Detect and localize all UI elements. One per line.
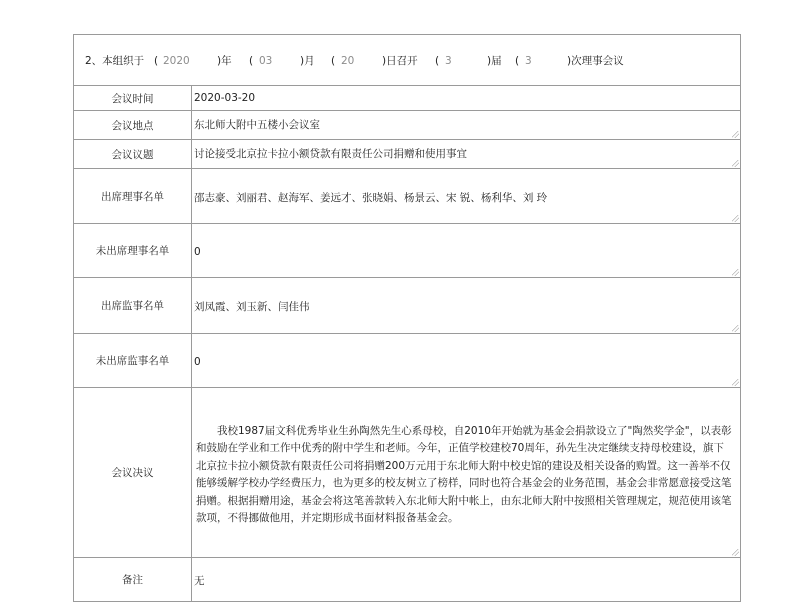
present-supervisors-row bbox=[74, 278, 741, 334]
meeting-open-paren: ( bbox=[515, 55, 520, 67]
meeting-unit: )次理事会议 bbox=[567, 55, 624, 67]
present-directors-label: 出席理事名单 bbox=[74, 169, 192, 224]
meeting-location-field[interactable] bbox=[192, 111, 741, 140]
remarks-row bbox=[74, 558, 741, 602]
session-open-paren: ( bbox=[435, 55, 440, 67]
meeting-location-value: 东北师大附中五楼小会议室 bbox=[194, 119, 320, 131]
year-unit: )年 bbox=[217, 55, 232, 67]
present-directors-value: 邵志豪、刘丽君、赵海军、姜远才、张晓娟、杨景云、宋 锐、杨利华、刘 玲 bbox=[194, 191, 548, 204]
absent-directors-row bbox=[74, 224, 741, 278]
month-unit: )月 bbox=[300, 55, 315, 67]
meeting-topic-field[interactable] bbox=[192, 140, 741, 169]
meeting-time-value: 2020-03-20 bbox=[194, 92, 256, 104]
resolution-field[interactable] bbox=[192, 388, 741, 558]
meeting-info-line bbox=[74, 35, 740, 85]
meeting-time-row bbox=[74, 86, 741, 111]
session-field[interactable]: 3 bbox=[445, 55, 452, 67]
meeting-time-field[interactable] bbox=[192, 86, 741, 111]
session-unit: )届 bbox=[487, 55, 502, 67]
resize-grip-icon[interactable] bbox=[732, 379, 739, 386]
meeting-topic-row bbox=[74, 140, 741, 169]
remarks-label: 备注 bbox=[74, 558, 192, 602]
year-field[interactable]: 2020 bbox=[163, 55, 190, 67]
day-unit: )日召开 bbox=[382, 55, 418, 67]
resolution-label: 会议决议 bbox=[74, 388, 192, 558]
meeting-info-prefix: 2、本组织于 bbox=[85, 55, 145, 67]
resolution-row bbox=[74, 388, 741, 558]
meeting-topic-label: 会议议题 bbox=[74, 140, 192, 169]
present-directors-field[interactable] bbox=[192, 169, 741, 224]
resolution-value: 我校1987届文科优秀毕业生孙陶然先生心系母校，自2010年开始就为基金会捐款设立了"陶然奖学金"，以表彰和鼓励在学业和工作中优秀的附中学生和老师。今年，正值学校建校70周年，孙先生决定继续支持母校建设，旗下北京拉卡拉小额贷款有限责任公司将捐赠200万元用于东北师大附中校史馆的建设及相关设备的购置。这一善举不仅能够缓解学校办学经费压力，也为更多的校友树立了榜样，同时也符合基金会的业务范围，基金会非常愿意接受这笔捐赠。根据捐赠用途，基金会将这笔善款转入东北师大附中帐上，由东北师大附中按照相关管理规定，规范使用该笔款项，不得挪做他用，并定期形成书面材料报备基金会。 bbox=[196, 424, 732, 524]
remarks-field[interactable] bbox=[192, 558, 741, 602]
meeting-time-label: 会议时间 bbox=[74, 86, 192, 111]
present-supervisors-value: 刘凤霞、刘玉新、闫佳伟 bbox=[194, 301, 310, 313]
resize-grip-icon[interactable] bbox=[732, 325, 739, 332]
resize-grip-icon[interactable] bbox=[732, 131, 739, 138]
day-open-paren: ( bbox=[331, 55, 336, 67]
remarks-value: 无 bbox=[194, 575, 205, 587]
absent-directors-label: 未出席理事名单 bbox=[74, 224, 192, 278]
month-open-paren: ( bbox=[249, 55, 254, 67]
resize-grip-icon[interactable] bbox=[732, 215, 739, 222]
year-open-paren: ( bbox=[154, 55, 159, 67]
absent-supervisors-value: 0 bbox=[194, 356, 201, 368]
resize-grip-icon[interactable] bbox=[732, 160, 739, 167]
meeting-location-label: 会议地点 bbox=[74, 111, 192, 140]
absent-directors-value: 0 bbox=[194, 246, 201, 258]
absent-directors-field[interactable] bbox=[192, 224, 741, 278]
meeting-record-table bbox=[73, 34, 741, 602]
meeting-info-cell bbox=[74, 35, 741, 86]
absent-supervisors-row bbox=[74, 334, 741, 388]
meeting-number-field[interactable]: 3 bbox=[525, 55, 532, 67]
absent-supervisors-label: 未出席监事名单 bbox=[74, 334, 192, 388]
absent-supervisors-field[interactable] bbox=[192, 334, 741, 388]
present-directors-row bbox=[74, 169, 741, 224]
resize-grip-icon[interactable] bbox=[732, 549, 739, 556]
meeting-topic-value: 讨论接受北京拉卡拉小额贷款有限责任公司捐赠和使用事宜 bbox=[194, 148, 467, 160]
meeting-info-row bbox=[74, 35, 741, 86]
month-field[interactable]: 03 bbox=[259, 55, 273, 67]
present-supervisors-label: 出席监事名单 bbox=[74, 278, 192, 334]
day-field[interactable]: 20 bbox=[341, 55, 355, 67]
meeting-location-row bbox=[74, 111, 741, 140]
resize-grip-icon[interactable] bbox=[732, 269, 739, 276]
present-supervisors-field[interactable] bbox=[192, 278, 741, 334]
